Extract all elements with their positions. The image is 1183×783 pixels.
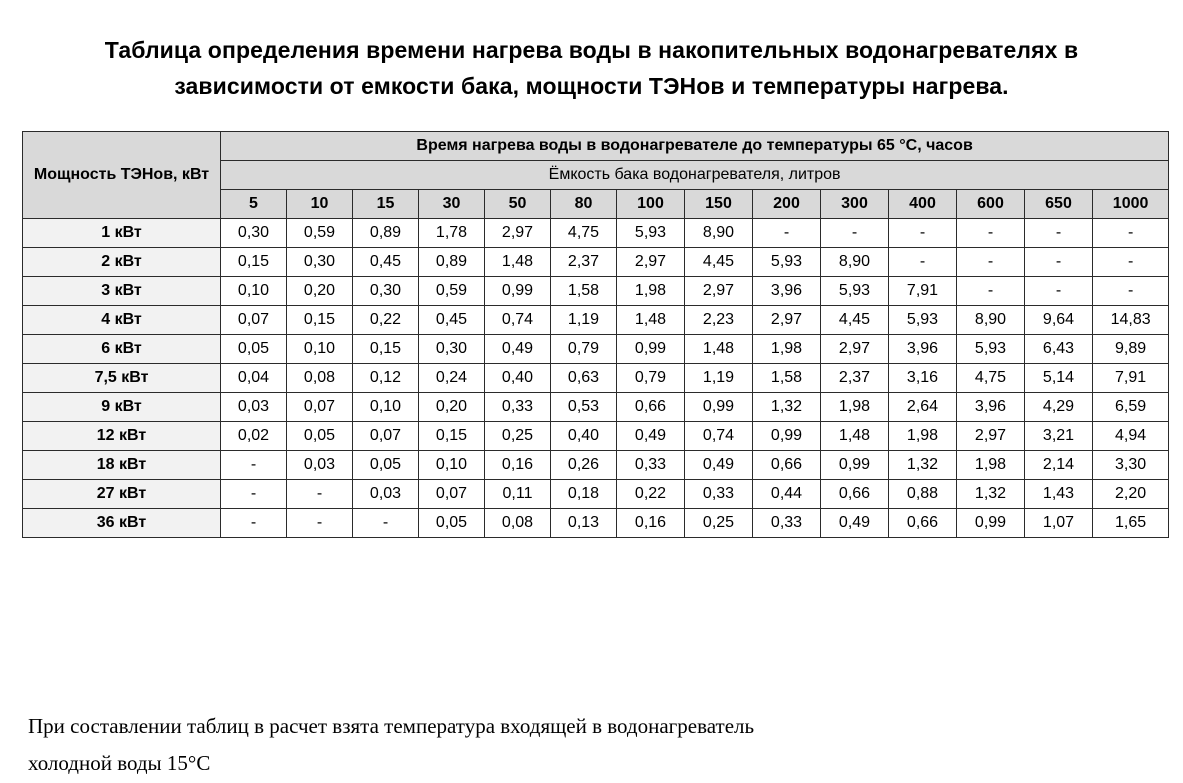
cell-value: 9,64 — [1025, 305, 1093, 334]
cell-value: 0,49 — [617, 421, 685, 450]
cell-value: 2,97 — [821, 334, 889, 363]
cell-value: 5,93 — [821, 276, 889, 305]
cell-value: 0,04 — [221, 363, 287, 392]
cell-value: - — [1093, 247, 1169, 276]
cell-value: 0,49 — [685, 450, 753, 479]
cell-value: 0,40 — [551, 421, 617, 450]
cell-value: 0,05 — [353, 450, 419, 479]
cell-value: 0,24 — [419, 363, 485, 392]
cell-value: 0,15 — [419, 421, 485, 450]
cell-value: 0,03 — [353, 479, 419, 508]
cell-value: - — [221, 508, 287, 537]
cell-value: - — [221, 450, 287, 479]
cell-value: 0,63 — [551, 363, 617, 392]
cell-value: 0,10 — [221, 276, 287, 305]
row-label-power: 2 кВт — [23, 247, 221, 276]
cell-value: 0,08 — [287, 363, 353, 392]
table-row — [23, 421, 1169, 450]
cell-value: 14,83 — [1093, 305, 1169, 334]
row-label-power: 12 кВт — [23, 421, 221, 450]
column-header-capacity: 30 — [419, 189, 485, 218]
column-header-capacity: 1000 — [1093, 189, 1169, 218]
cell-value: 0,16 — [617, 508, 685, 537]
cell-value: 0,45 — [353, 247, 419, 276]
cell-value: 1,65 — [1093, 508, 1169, 537]
cell-value: 0,66 — [821, 479, 889, 508]
row-label-power: 27 кВт — [23, 479, 221, 508]
column-header-capacity: 80 — [551, 189, 617, 218]
cell-value: 0,59 — [419, 276, 485, 305]
cell-value: 1,07 — [1025, 508, 1093, 537]
cell-value: 3,96 — [889, 334, 957, 363]
table-row — [23, 479, 1169, 508]
cell-value: 1,43 — [1025, 479, 1093, 508]
cell-value: 0,10 — [419, 450, 485, 479]
cell-value: 1,98 — [957, 450, 1025, 479]
cell-value: 0,33 — [753, 508, 821, 537]
cell-value: 7,91 — [1093, 363, 1169, 392]
cell-value: 0,30 — [221, 218, 287, 247]
table-row — [23, 450, 1169, 479]
cell-value: 2,37 — [551, 247, 617, 276]
cell-value: 2,37 — [821, 363, 889, 392]
cell-value: 5,93 — [957, 334, 1025, 363]
cell-value: 5,93 — [753, 247, 821, 276]
cell-value: 0,74 — [485, 305, 551, 334]
cell-value: 0,33 — [617, 450, 685, 479]
cell-value: 0,53 — [551, 392, 617, 421]
row-label-power: 36 кВт — [23, 508, 221, 537]
cell-value: - — [353, 508, 419, 537]
cell-value: 2,97 — [617, 247, 685, 276]
cell-value: 4,94 — [1093, 421, 1169, 450]
cell-value: 0,03 — [221, 392, 287, 421]
cell-value: 0,07 — [419, 479, 485, 508]
cell-value: 0,12 — [353, 363, 419, 392]
cell-value: 3,96 — [957, 392, 1025, 421]
cell-value: 0,33 — [685, 479, 753, 508]
row-label-power: 3 кВт — [23, 276, 221, 305]
cell-value: 2,23 — [685, 305, 753, 334]
cell-value: 4,29 — [1025, 392, 1093, 421]
cell-value: - — [221, 479, 287, 508]
cell-value: - — [287, 479, 353, 508]
column-header-capacity: 600 — [957, 189, 1025, 218]
cell-value: 2,97 — [685, 276, 753, 305]
cell-value: 2,97 — [957, 421, 1025, 450]
cell-value: 2,97 — [485, 218, 551, 247]
corner-header-power: Мощность ТЭНов, кВт — [23, 131, 221, 218]
cell-value: - — [1093, 276, 1169, 305]
cell-value: - — [889, 247, 957, 276]
cell-value: 3,30 — [1093, 450, 1169, 479]
cell-value: 0,08 — [485, 508, 551, 537]
cell-value: - — [957, 276, 1025, 305]
cell-value: 0,20 — [419, 392, 485, 421]
column-header-capacity: 200 — [753, 189, 821, 218]
cell-value: 5,14 — [1025, 363, 1093, 392]
cell-value: 0,10 — [353, 392, 419, 421]
cell-value: 0,99 — [685, 392, 753, 421]
cell-value: 0,15 — [287, 305, 353, 334]
cell-value: - — [821, 218, 889, 247]
cell-value: 0,49 — [485, 334, 551, 363]
table-row — [23, 218, 1169, 247]
cell-value: - — [1025, 276, 1093, 305]
cell-value: 8,90 — [957, 305, 1025, 334]
cell-value: 0,44 — [753, 479, 821, 508]
cell-value: 0,16 — [485, 450, 551, 479]
cell-value: 6,43 — [1025, 334, 1093, 363]
column-header-capacity: 15 — [353, 189, 419, 218]
table-row — [23, 508, 1169, 537]
cell-value: 0,05 — [221, 334, 287, 363]
table-row — [23, 305, 1169, 334]
cell-value: 0,99 — [753, 421, 821, 450]
cell-value: 1,32 — [889, 450, 957, 479]
cell-value: 1,19 — [551, 305, 617, 334]
cell-value: - — [957, 247, 1025, 276]
column-header-capacity: 100 — [617, 189, 685, 218]
cell-value: 1,58 — [551, 276, 617, 305]
cell-value: 0,99 — [485, 276, 551, 305]
cell-value: - — [1025, 247, 1093, 276]
cell-value: 2,20 — [1093, 479, 1169, 508]
sub-header-tank-capacity: Ёмкость бака водонагревателя, литров — [221, 160, 1169, 189]
column-header-capacity: 150 — [685, 189, 753, 218]
row-label-power: 6 кВт — [23, 334, 221, 363]
cell-value: 0,05 — [287, 421, 353, 450]
cell-value: 0,40 — [485, 363, 551, 392]
table-header-row-top — [23, 131, 1169, 160]
cell-value: 0,10 — [287, 334, 353, 363]
cell-value: 1,48 — [821, 421, 889, 450]
cell-value: 4,75 — [551, 218, 617, 247]
cell-value: 0,02 — [221, 421, 287, 450]
cell-value: 0,88 — [889, 479, 957, 508]
cell-value: 0,74 — [685, 421, 753, 450]
cell-value: 0,07 — [353, 421, 419, 450]
cell-value: 6,59 — [1093, 392, 1169, 421]
cell-value: 0,11 — [485, 479, 551, 508]
cell-value: - — [889, 218, 957, 247]
column-header-capacity: 50 — [485, 189, 551, 218]
cell-value: 5,93 — [889, 305, 957, 334]
cell-value: 1,48 — [485, 247, 551, 276]
cell-value: - — [1093, 218, 1169, 247]
cell-value: 0,25 — [685, 508, 753, 537]
table-row — [23, 247, 1169, 276]
cell-value: 1,98 — [889, 421, 957, 450]
cell-value: 1,78 — [419, 218, 485, 247]
cell-value: 2,97 — [753, 305, 821, 334]
cell-value: 0,79 — [617, 363, 685, 392]
column-header-capacity: 10 — [287, 189, 353, 218]
table-row — [23, 363, 1169, 392]
cell-value: 1,32 — [753, 392, 821, 421]
cell-value: 8,90 — [685, 218, 753, 247]
cell-value: 1,98 — [753, 334, 821, 363]
cell-value: 0,18 — [551, 479, 617, 508]
cell-value: 0,99 — [821, 450, 889, 479]
document-page — [0, 15, 1183, 783]
cell-value: 3,16 — [889, 363, 957, 392]
cell-value: 0,30 — [419, 334, 485, 363]
cell-value: 4,45 — [821, 305, 889, 334]
table-row — [23, 276, 1169, 305]
column-header-capacity: 5 — [221, 189, 287, 218]
cell-value: 8,90 — [821, 247, 889, 276]
row-label-power: 1 кВт — [23, 218, 221, 247]
heating-time-table — [22, 131, 1169, 538]
cell-value: 0,20 — [287, 276, 353, 305]
cell-value: 0,89 — [419, 247, 485, 276]
cell-value: 0,30 — [287, 247, 353, 276]
cell-value: 0,99 — [957, 508, 1025, 537]
cell-value: 0,07 — [221, 305, 287, 334]
cell-value: 0,59 — [287, 218, 353, 247]
cell-value: 1,32 — [957, 479, 1025, 508]
row-label-power: 7,5 кВт — [23, 363, 221, 392]
footer-note: При составлении таблиц в расчет взята температура входящей в водонагреватель холодной воды 15°C — [28, 714, 755, 776]
page-title: Таблица определения времени нагрева воды в накопительных водонагревателях в зависимости от емкости бака, мощности ТЭНов и температуры нагрева. — [104, 37, 1079, 100]
cell-value: 0,79 — [551, 334, 617, 363]
cell-value: - — [753, 218, 821, 247]
row-label-power: 4 кВт — [23, 305, 221, 334]
table-row — [23, 334, 1169, 363]
cell-value: 0,15 — [353, 334, 419, 363]
cell-value: 0,30 — [353, 276, 419, 305]
cell-value: 1,58 — [753, 363, 821, 392]
column-header-capacity: 650 — [1025, 189, 1093, 218]
table-body — [23, 218, 1169, 537]
cell-value: 0,99 — [617, 334, 685, 363]
table-head — [23, 131, 1169, 218]
heating-time-table-container — [22, 131, 1161, 538]
cell-value: 4,45 — [685, 247, 753, 276]
cell-value: 0,07 — [287, 392, 353, 421]
row-label-power: 9 кВт — [23, 392, 221, 421]
cell-value: 1,19 — [685, 363, 753, 392]
cell-value: 0,26 — [551, 450, 617, 479]
cell-value: 1,48 — [617, 305, 685, 334]
cell-value: 0,25 — [485, 421, 551, 450]
cell-value: 0,13 — [551, 508, 617, 537]
cell-value: 0,33 — [485, 392, 551, 421]
cell-value: 3,96 — [753, 276, 821, 305]
cell-value: 0,45 — [419, 305, 485, 334]
cell-value: 0,66 — [617, 392, 685, 421]
cell-value: - — [957, 218, 1025, 247]
cell-value: 2,14 — [1025, 450, 1093, 479]
column-header-capacity: 400 — [889, 189, 957, 218]
cell-value: 4,75 — [957, 363, 1025, 392]
cell-value: 2,64 — [889, 392, 957, 421]
cell-value: 0,66 — [753, 450, 821, 479]
cell-value: 0,22 — [353, 305, 419, 334]
cell-value: 1,98 — [617, 276, 685, 305]
cell-value: - — [1025, 218, 1093, 247]
cell-value: 0,49 — [821, 508, 889, 537]
cell-value: 0,15 — [221, 247, 287, 276]
top-header-heating-time: Время нагрева воды в водонагревателе до температуры 65 °С, часов — [221, 131, 1169, 160]
cell-value: 0,89 — [353, 218, 419, 247]
cell-value: 0,22 — [617, 479, 685, 508]
table-row — [23, 392, 1169, 421]
column-header-capacity: 300 — [821, 189, 889, 218]
cell-value: - — [287, 508, 353, 537]
cell-value: 1,48 — [685, 334, 753, 363]
cell-value: 3,21 — [1025, 421, 1093, 450]
cell-value: 0,05 — [419, 508, 485, 537]
cell-value: 0,66 — [889, 508, 957, 537]
cell-value: 1,98 — [821, 392, 889, 421]
cell-value: 0,03 — [287, 450, 353, 479]
row-label-power: 18 кВт — [23, 450, 221, 479]
cell-value: 5,93 — [617, 218, 685, 247]
cell-value: 7,91 — [889, 276, 957, 305]
cell-value: 9,89 — [1093, 334, 1169, 363]
